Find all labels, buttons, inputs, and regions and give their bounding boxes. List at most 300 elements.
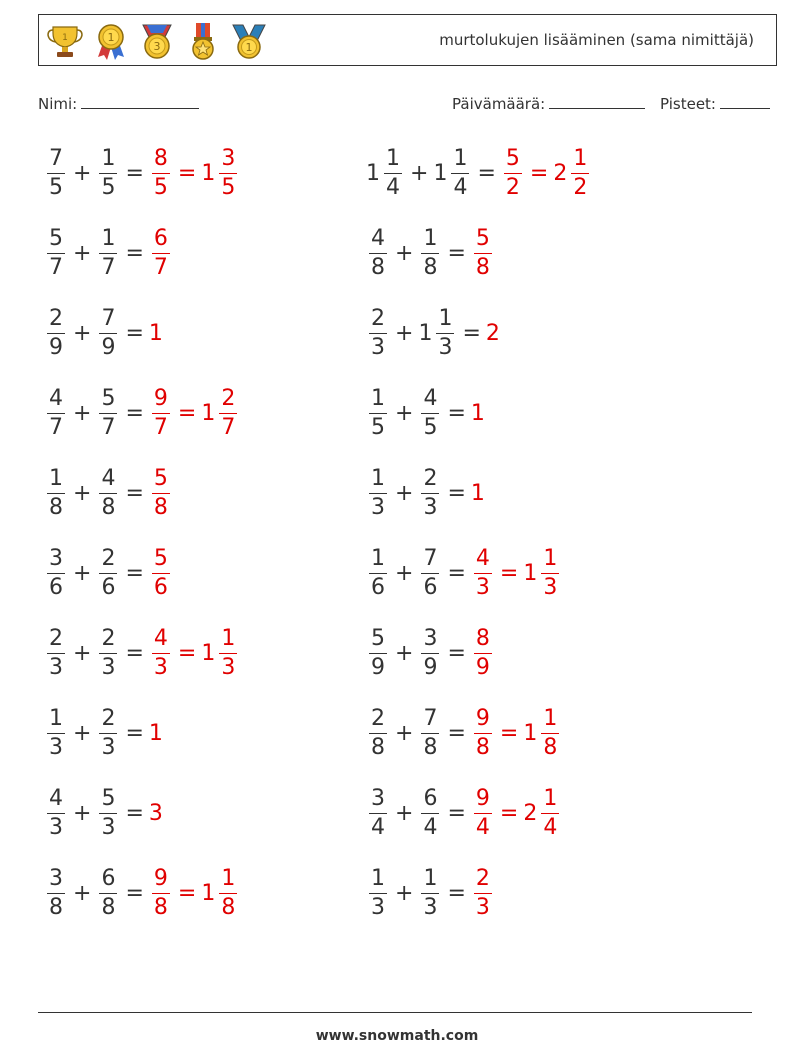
operand xyxy=(96,225,120,280)
denominator: 3 xyxy=(423,494,438,520)
numerator: 4 xyxy=(47,388,65,414)
problem-item xyxy=(366,622,495,684)
numerator: 2 xyxy=(47,628,65,654)
denominator: 8 xyxy=(49,894,63,920)
operand xyxy=(96,385,120,440)
problem-item xyxy=(366,862,495,924)
fraction xyxy=(504,145,522,200)
score-label: Pisteet: xyxy=(660,95,716,113)
fraction xyxy=(99,545,117,600)
plus-sign: + xyxy=(73,720,92,746)
whole-number: 3 xyxy=(148,800,163,826)
fraction xyxy=(47,465,65,520)
numerator: 1 xyxy=(47,708,65,734)
numerator: 5 xyxy=(152,468,170,494)
medal-1-icon xyxy=(229,21,269,61)
answer xyxy=(149,625,240,680)
denominator: 8 xyxy=(221,894,236,920)
svg-text:1: 1 xyxy=(107,31,115,44)
numerator: 5 xyxy=(474,228,492,254)
plus-sign: + xyxy=(73,880,92,906)
denominator: 3 xyxy=(543,574,558,600)
numerator: 1 xyxy=(571,148,589,174)
answer-term xyxy=(201,145,240,200)
numerator: 7 xyxy=(47,148,65,174)
denominator: 6 xyxy=(49,574,63,600)
operand xyxy=(366,865,390,920)
name-section xyxy=(38,92,199,113)
fraction xyxy=(384,145,402,200)
fraction xyxy=(421,865,439,920)
problem-item xyxy=(366,702,562,764)
answer xyxy=(149,865,240,920)
operand xyxy=(366,625,390,680)
plus-sign: + xyxy=(73,640,92,666)
operand xyxy=(418,305,457,360)
numerator: 9 xyxy=(474,788,492,814)
denominator: 2 xyxy=(505,174,520,200)
footer-divider xyxy=(38,1012,752,1013)
fraction xyxy=(219,865,237,920)
fraction xyxy=(219,385,237,440)
denominator: 3 xyxy=(101,814,116,840)
problem-item xyxy=(44,782,164,844)
problem-item xyxy=(366,462,486,524)
denominator: 5 xyxy=(101,174,116,200)
denominator: 5 xyxy=(49,174,63,200)
whole-number: 2 xyxy=(485,320,500,346)
answer xyxy=(149,721,164,746)
trophy-icon xyxy=(45,21,85,61)
fraction xyxy=(47,145,65,200)
fraction xyxy=(47,225,65,280)
fraction xyxy=(369,625,387,680)
numerator: 4 xyxy=(369,228,387,254)
operand xyxy=(44,705,68,760)
operand xyxy=(44,225,68,280)
numerator: 5 xyxy=(99,388,117,414)
operand xyxy=(366,705,390,760)
numerator: 3 xyxy=(369,788,387,814)
denominator: 8 xyxy=(49,494,63,520)
equals-sign: = xyxy=(447,400,466,426)
denominator: 8 xyxy=(153,894,168,920)
denominator: 8 xyxy=(423,254,438,280)
equals-sign: = xyxy=(177,160,197,186)
operand xyxy=(366,465,390,520)
fraction xyxy=(421,785,439,840)
operand xyxy=(418,625,442,680)
answer-term xyxy=(149,225,173,280)
score-blank-line[interactable] xyxy=(720,92,770,109)
equals-sign: = xyxy=(447,640,466,666)
answer-term xyxy=(149,465,173,520)
numerator: 2 xyxy=(369,308,387,334)
student-info-row xyxy=(38,92,770,116)
name-blank-line[interactable] xyxy=(81,92,199,109)
fraction xyxy=(369,385,387,440)
fraction xyxy=(152,545,170,600)
denominator: 6 xyxy=(371,574,385,600)
fraction xyxy=(541,705,559,760)
answer-term xyxy=(471,865,495,920)
answer-term xyxy=(523,705,562,760)
fraction xyxy=(369,865,387,920)
answer xyxy=(471,625,495,680)
operand xyxy=(96,865,120,920)
denominator: 3 xyxy=(371,494,385,520)
fraction xyxy=(99,385,117,440)
equals-sign: = xyxy=(125,400,144,426)
numerator: 1 xyxy=(541,548,559,574)
fraction xyxy=(474,785,492,840)
answer-term xyxy=(149,721,164,746)
date-blank-line[interactable] xyxy=(549,92,645,109)
plus-sign: + xyxy=(395,400,414,426)
fraction xyxy=(99,225,117,280)
answer xyxy=(149,465,173,520)
fraction xyxy=(152,465,170,520)
numerator: 4 xyxy=(99,468,117,494)
denominator: 5 xyxy=(423,414,438,440)
whole-number: 1 xyxy=(433,160,448,186)
fraction xyxy=(571,145,589,200)
operand xyxy=(418,865,442,920)
answer-term xyxy=(523,785,562,840)
numerator: 1 xyxy=(436,308,454,334)
whole-number: 1 xyxy=(148,320,163,346)
equals-sign: = xyxy=(125,720,144,746)
whole-number: 1 xyxy=(366,160,380,186)
denominator: 7 xyxy=(153,414,168,440)
denominator: 3 xyxy=(438,334,453,360)
svg-text:3: 3 xyxy=(153,40,161,53)
numerator: 5 xyxy=(99,788,117,814)
numerator: 1 xyxy=(99,148,117,174)
denominator: 6 xyxy=(153,574,168,600)
numerator: 1 xyxy=(47,468,65,494)
answer xyxy=(149,801,164,826)
denominator: 3 xyxy=(49,654,63,680)
denominator: 2 xyxy=(573,174,588,200)
denominator: 7 xyxy=(101,254,116,280)
whole-number: 1 xyxy=(523,560,538,586)
numerator: 2 xyxy=(369,708,387,734)
denominator: 3 xyxy=(153,654,168,680)
problem-item xyxy=(366,382,486,444)
equals-sign: = xyxy=(447,240,466,266)
whole-number: 1 xyxy=(418,320,433,346)
denominator: 7 xyxy=(153,254,168,280)
numerator: 3 xyxy=(219,148,237,174)
numerator: 1 xyxy=(369,468,387,494)
numerator: 8 xyxy=(152,148,170,174)
operand xyxy=(44,385,68,440)
denominator: 3 xyxy=(475,574,490,600)
numerator: 4 xyxy=(474,548,492,574)
operand xyxy=(366,545,390,600)
denominator: 3 xyxy=(101,734,116,760)
fraction xyxy=(152,625,170,680)
numerator: 7 xyxy=(99,308,117,334)
fraction xyxy=(99,785,117,840)
equals-sign: = xyxy=(477,160,496,186)
fraction xyxy=(219,625,237,680)
whole-number: 2 xyxy=(553,160,568,186)
denominator: 3 xyxy=(221,654,236,680)
answer xyxy=(471,865,495,920)
whole-number: 2 xyxy=(523,800,538,826)
operand xyxy=(96,705,120,760)
answer xyxy=(501,145,592,200)
operand xyxy=(366,145,405,200)
fraction xyxy=(47,865,65,920)
denominator: 9 xyxy=(423,654,438,680)
answer xyxy=(149,225,173,280)
operand xyxy=(366,225,390,280)
plus-sign: + xyxy=(395,560,414,586)
fraction xyxy=(369,465,387,520)
denominator: 9 xyxy=(371,654,385,680)
fraction xyxy=(541,785,559,840)
whole-number: 1 xyxy=(148,720,163,746)
denominator: 9 xyxy=(475,654,490,680)
numerator: 2 xyxy=(421,468,439,494)
plus-sign: + xyxy=(73,800,92,826)
denominator: 8 xyxy=(475,734,490,760)
denominator: 9 xyxy=(101,334,116,360)
denominator: 4 xyxy=(475,814,490,840)
numerator: 1 xyxy=(421,228,439,254)
fraction xyxy=(99,625,117,680)
numerator: 1 xyxy=(421,868,439,894)
answer xyxy=(486,321,501,346)
numerator: 4 xyxy=(47,788,65,814)
answer-term xyxy=(553,145,592,200)
plus-sign: + xyxy=(73,320,92,346)
numerator: 9 xyxy=(152,388,170,414)
equals-sign: = xyxy=(529,160,549,186)
numerator: 1 xyxy=(369,388,387,414)
fraction xyxy=(47,785,65,840)
numerator: 1 xyxy=(219,868,237,894)
answer xyxy=(471,401,486,426)
numerator: 7 xyxy=(421,548,439,574)
problem-item xyxy=(44,382,240,444)
numerator: 5 xyxy=(369,628,387,654)
equals-sign: = xyxy=(499,800,519,826)
plus-sign: + xyxy=(395,880,414,906)
equals-sign: = xyxy=(499,560,519,586)
fraction xyxy=(474,225,492,280)
equals-sign: = xyxy=(447,880,466,906)
fraction xyxy=(99,305,117,360)
equals-sign: = xyxy=(177,640,197,666)
problem-item xyxy=(44,222,173,284)
numerator: 9 xyxy=(474,708,492,734)
problem-item xyxy=(366,142,592,204)
fraction xyxy=(369,705,387,760)
fraction xyxy=(99,145,117,200)
denominator: 8 xyxy=(101,894,116,920)
equals-sign: = xyxy=(447,800,466,826)
fraction xyxy=(152,865,170,920)
equals-sign: = xyxy=(462,320,481,346)
medal-star-icon xyxy=(183,21,223,61)
whole-number: 1 xyxy=(201,880,216,906)
answer-term xyxy=(149,625,173,680)
operand xyxy=(418,385,442,440)
worksheet-header xyxy=(38,14,777,66)
denominator: 8 xyxy=(423,734,438,760)
fraction xyxy=(152,385,170,440)
numerator: 3 xyxy=(47,868,65,894)
equals-sign: = xyxy=(125,160,144,186)
denominator: 8 xyxy=(475,254,490,280)
answer-term xyxy=(201,865,240,920)
numerator: 2 xyxy=(47,308,65,334)
medal-ribbon-1-icon xyxy=(91,21,131,61)
answer-term xyxy=(501,145,525,200)
denominator: 3 xyxy=(101,654,116,680)
equals-sign: = xyxy=(125,320,144,346)
denominator: 8 xyxy=(371,254,385,280)
numerator: 1 xyxy=(384,148,402,174)
numerator: 6 xyxy=(152,228,170,254)
fraction xyxy=(152,145,170,200)
fraction xyxy=(47,625,65,680)
denominator: 8 xyxy=(153,494,168,520)
denominator: 5 xyxy=(221,174,236,200)
denominator: 3 xyxy=(371,894,385,920)
equals-sign: = xyxy=(125,880,144,906)
answer xyxy=(471,545,562,600)
problem-item xyxy=(44,462,173,524)
svg-text:1: 1 xyxy=(245,41,253,54)
whole-number: 1 xyxy=(470,400,485,426)
equals-sign: = xyxy=(125,800,144,826)
answer xyxy=(149,545,173,600)
fraction xyxy=(369,785,387,840)
equals-sign: = xyxy=(125,480,144,506)
denominator: 3 xyxy=(49,814,63,840)
answer-term xyxy=(471,625,495,680)
answer xyxy=(471,785,562,840)
fraction xyxy=(541,545,559,600)
operand xyxy=(44,545,68,600)
whole-number: 1 xyxy=(201,160,216,186)
name-label: Nimi: xyxy=(38,95,78,113)
operand xyxy=(366,305,390,360)
fraction xyxy=(474,625,492,680)
operand xyxy=(44,305,68,360)
equals-sign: = xyxy=(447,560,466,586)
denominator: 6 xyxy=(423,574,438,600)
fraction xyxy=(474,545,492,600)
fraction xyxy=(152,225,170,280)
numerator: 1 xyxy=(451,148,469,174)
problem-item xyxy=(44,542,173,604)
operand xyxy=(44,625,68,680)
numerator: 1 xyxy=(541,708,559,734)
answer-term xyxy=(471,225,495,280)
denominator: 4 xyxy=(386,174,400,200)
medal-row xyxy=(45,21,269,61)
numerator: 2 xyxy=(99,628,117,654)
operand xyxy=(44,785,68,840)
denominator: 5 xyxy=(371,414,385,440)
answer xyxy=(149,145,240,200)
answer xyxy=(471,225,495,280)
plus-sign: + xyxy=(73,480,92,506)
fraction xyxy=(421,545,439,600)
equals-sign: = xyxy=(125,640,144,666)
answer-term xyxy=(471,545,495,600)
operand xyxy=(44,465,68,520)
fraction xyxy=(436,305,454,360)
whole-number: 1 xyxy=(470,480,485,506)
fraction xyxy=(369,305,387,360)
numerator: 1 xyxy=(219,628,237,654)
denominator: 7 xyxy=(221,414,236,440)
fraction xyxy=(369,225,387,280)
fraction xyxy=(421,225,439,280)
numerator: 2 xyxy=(99,548,117,574)
answer-term xyxy=(486,321,501,346)
denominator: 8 xyxy=(543,734,558,760)
fraction xyxy=(99,865,117,920)
answer-term xyxy=(523,545,562,600)
denominator: 3 xyxy=(371,334,385,360)
problem-item xyxy=(366,302,501,364)
answer-term xyxy=(201,385,240,440)
problem-item xyxy=(44,302,164,364)
answer-term xyxy=(471,401,486,426)
numerator: 4 xyxy=(421,388,439,414)
operand xyxy=(96,465,120,520)
denominator: 3 xyxy=(475,894,490,920)
denominator: 7 xyxy=(101,414,116,440)
fraction xyxy=(47,385,65,440)
numerator: 9 xyxy=(152,868,170,894)
numerator: 2 xyxy=(99,708,117,734)
denominator: 9 xyxy=(49,334,63,360)
problem-item xyxy=(44,142,240,204)
denominator: 3 xyxy=(423,894,438,920)
denominator: 7 xyxy=(49,254,63,280)
equals-sign: = xyxy=(177,400,197,426)
answer-term xyxy=(149,545,173,600)
whole-number: 1 xyxy=(523,720,538,746)
numerator: 5 xyxy=(504,148,522,174)
denominator: 3 xyxy=(49,734,63,760)
equals-sign: = xyxy=(447,720,466,746)
operand xyxy=(418,785,442,840)
plus-sign: + xyxy=(73,560,92,586)
plus-sign: + xyxy=(73,160,92,186)
plus-sign: + xyxy=(395,720,414,746)
numerator: 1 xyxy=(541,788,559,814)
problem-item xyxy=(366,782,562,844)
fraction xyxy=(369,545,387,600)
answer-term xyxy=(149,145,173,200)
operand xyxy=(96,625,120,680)
denominator: 4 xyxy=(543,814,558,840)
denominator: 4 xyxy=(453,174,468,200)
denominator: 8 xyxy=(101,494,116,520)
fraction xyxy=(451,145,469,200)
date-score-section xyxy=(452,92,770,113)
